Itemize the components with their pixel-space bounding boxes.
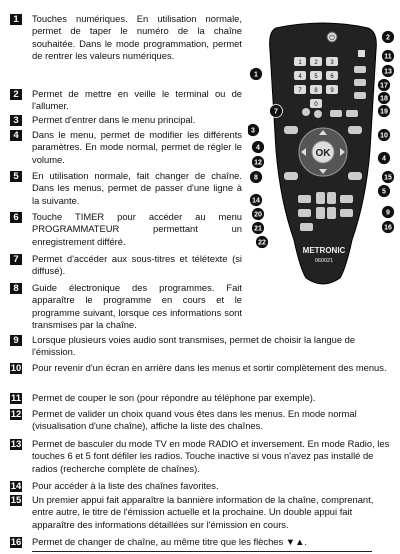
item-text: En utilisation normale, fait changer de chaîne. Dans les menus, permet de passer d'une ligne à la suivante. — [32, 170, 242, 206]
callout-number: 18 — [380, 95, 388, 103]
item-number: 9 — [10, 335, 22, 346]
ch-down-key — [327, 192, 336, 204]
timer-key — [354, 79, 366, 86]
item-text: Touche TIMER pour accéder au menu PROGRAMMATEUR permettant un enregistrement différé. — [32, 211, 242, 247]
menu-key — [284, 126, 298, 134]
item-text: Permet d'accéder aux sous-titres et télétexte (si diffusé). — [32, 253, 242, 277]
callout-number: 19 — [380, 108, 388, 116]
callout-number: 10 — [380, 132, 388, 140]
item-10 — [10, 362, 392, 374]
item-9 — [10, 334, 392, 359]
digit-label: 5 — [314, 74, 318, 80]
ch-up-key — [316, 192, 325, 204]
item-8 — [10, 282, 242, 331]
callout-number: 22 — [258, 239, 266, 247]
remote-control-illustration — [248, 20, 398, 295]
digit-label: 1 — [298, 60, 302, 66]
item-text: Pour accéder à la liste des chaînes favorites. — [32, 480, 219, 491]
item-text: Touches numériques. En utilisation normale, permet de taper le numéro de la chaîne souhaitée. Dans le mode programmation, permet de rentrer les valeurs numériques. — [32, 13, 242, 61]
callout-number: 7 — [274, 108, 278, 116]
item-3 — [10, 114, 242, 126]
ok-label: OK — [315, 148, 331, 159]
epg-key — [284, 172, 298, 180]
callout-number: 17 — [380, 82, 388, 90]
item-text: Permet de mettre en veille le terminal ou de l'allumer. — [32, 88, 242, 112]
item-2 — [10, 88, 242, 113]
callout-number: 13 — [384, 68, 392, 76]
item-4 — [10, 129, 242, 166]
digit-label: 8 — [314, 88, 318, 94]
fav-key — [298, 195, 311, 203]
power-icon: ⏻ — [329, 35, 335, 42]
item-text: Permet d'entrer dans le menu principal. — [32, 114, 196, 125]
callout-number: 8 — [254, 174, 258, 182]
item-number: 3 — [10, 115, 22, 126]
item-number: 5 — [10, 171, 22, 182]
exit-key — [348, 126, 362, 134]
color-key — [314, 110, 322, 118]
digit-label: 6 — [330, 74, 334, 80]
item-text: Permet de basculer du mode TV en mode RADIO et inversement. En mode Radio, les touches 6 et 5 font défiler les radios. Touche inactive si vous n'avez pas installé de radios (recherche complète de chaînes). — [32, 438, 390, 474]
info-key — [348, 172, 362, 180]
item-number: 4 — [10, 130, 22, 141]
item-number: 14 — [10, 481, 22, 492]
item-number: 11 — [10, 393, 22, 404]
item-number: 6 — [10, 212, 22, 223]
item-7 — [10, 253, 242, 278]
digit-label: 3 — [330, 60, 334, 66]
brand-logo: METRONIC — [302, 246, 346, 255]
item-number: 15 — [10, 495, 22, 506]
item-text: Lorsque plusieurs voies audio sont transmises, permet de choisir la langue de l'émission. — [32, 334, 356, 358]
callout-number: 2 — [386, 34, 390, 42]
mute-icon — [358, 50, 365, 57]
item-number: 13 — [10, 439, 22, 450]
sub-key — [330, 110, 342, 117]
digit-label: 9 — [330, 88, 334, 94]
item-number: 16 — [10, 537, 22, 548]
item-text: Pour revenir d'un écran en arrière dans les menus et sortir complètement des menus. — [32, 362, 387, 373]
callout-number: 4 — [256, 144, 260, 152]
side-key — [354, 92, 366, 99]
option-key — [340, 209, 353, 217]
item-number: 8 — [10, 283, 22, 294]
callout-number: 21 — [254, 225, 262, 233]
digit-label: 2 — [314, 60, 318, 66]
item-number: 10 — [10, 363, 22, 374]
item-number: 12 — [10, 409, 22, 420]
tv-radio-key — [354, 66, 366, 73]
item-1 — [10, 13, 242, 62]
item-number: 2 — [10, 89, 22, 100]
callout-number: 15 — [384, 174, 392, 182]
recall-key — [298, 209, 311, 217]
item-number: 7 — [10, 254, 22, 265]
bottom-rule — [32, 551, 372, 552]
item-text: Permet de couper le son (pour répondre au téléphone par exemple). — [32, 392, 316, 403]
item-16 — [10, 536, 392, 548]
del-key — [300, 223, 313, 231]
vol-up-key — [316, 207, 325, 219]
item-number: 1 — [10, 14, 22, 25]
item-text: Guide électronique des programmes. Fait apparaître le programme en cours et le programme suivant, lorsque ces informations sont transmises par la chaîne. — [32, 282, 242, 330]
callout-number: 3 — [251, 127, 255, 135]
item-6 — [10, 211, 242, 248]
item-11 — [10, 392, 392, 404]
callout-number: 12 — [254, 159, 262, 167]
item-text: Un premier appui fait apparaître la bannière information de la chaîne, comprenant, entre autre, le titre de l'émission actuelle et la prochaine. Un double appui fait apparaître des informations détaillées sur l'émission en cours. — [32, 494, 374, 530]
callout-number: 5 — [382, 188, 386, 196]
item-text: Permet de changer de chaîne, au même titre que les flèches ▼▲. — [32, 536, 307, 547]
callout-number: 16 — [384, 224, 392, 232]
item-text: Permet de valider un choix quand vous êtes dans les menus. En mode normal (visualisation d'une chaîne), affiche la liste des chaînes. — [32, 408, 357, 432]
item-5 — [10, 170, 242, 207]
digit-label: 4 — [298, 74, 302, 80]
color-key — [302, 108, 310, 116]
callout-number: 1 — [254, 71, 258, 79]
callout-number: 9 — [386, 209, 390, 217]
digit-label: 0 — [314, 102, 318, 108]
item-13 — [10, 438, 392, 475]
item-14 — [10, 480, 392, 492]
digit-label: 7 — [298, 88, 302, 94]
model-label: 060021 — [314, 258, 334, 264]
callout-number: 20 — [254, 211, 262, 219]
list-key — [346, 110, 358, 117]
item-15 — [10, 494, 392, 531]
item-text: Dans le menu, permet de modifier les différents paramètres. En mode normal, permet de régler le volume. — [32, 129, 242, 165]
callout-number: 11 — [384, 53, 392, 61]
callout-number: 4 — [382, 155, 386, 163]
audio-key — [340, 195, 353, 203]
callout-number: 14 — [252, 197, 260, 205]
item-12 — [10, 408, 392, 433]
vol-down-key — [327, 207, 336, 219]
